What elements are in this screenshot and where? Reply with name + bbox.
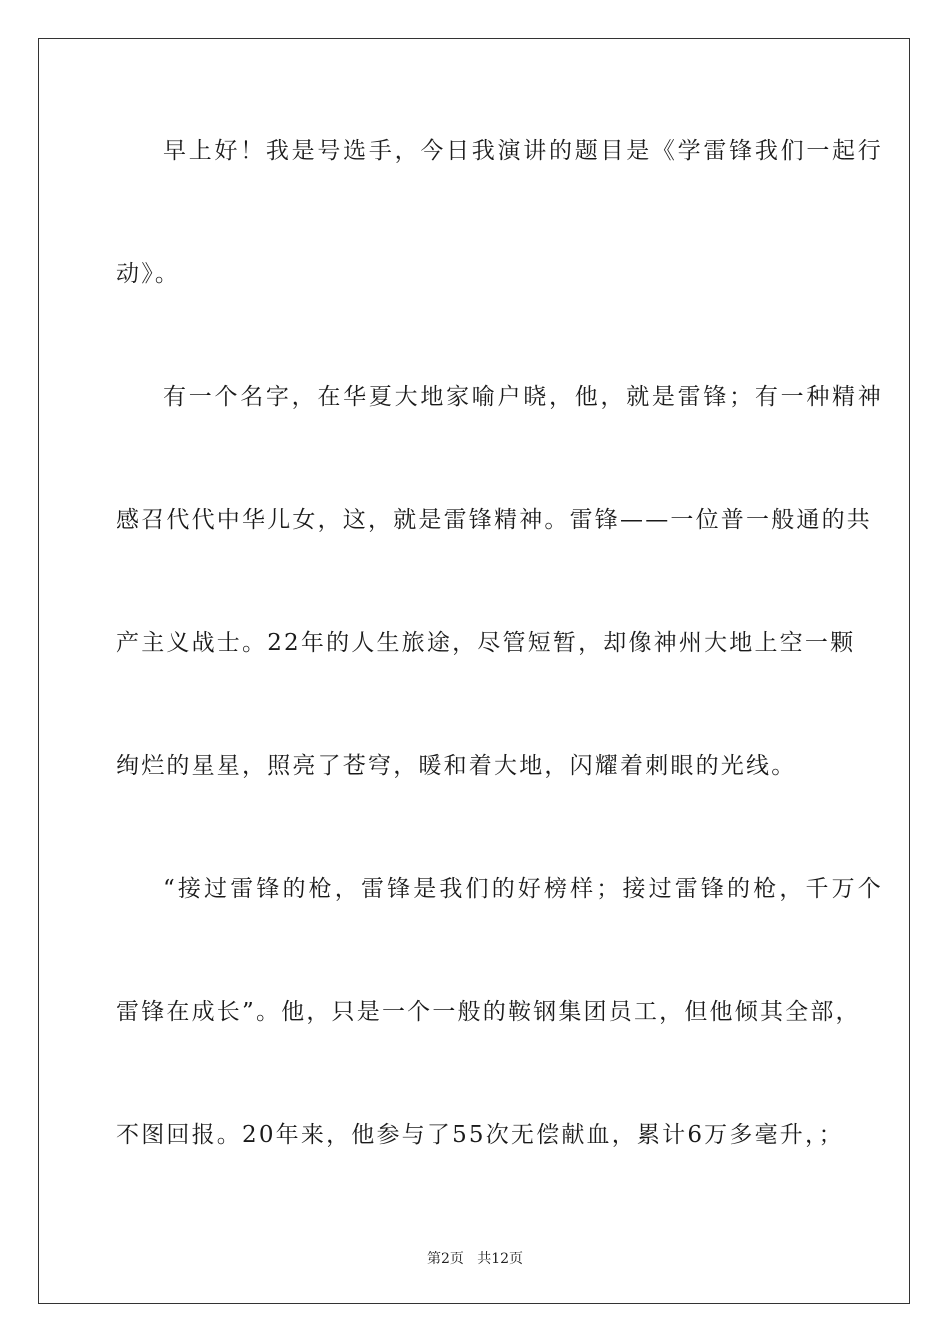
paragraph-1-line-2: 动》。 (116, 261, 181, 287)
paragraph-2-line-1: 有一个名字，在华夏大地家喻户晓，他，就是雷锋；有一种精神 (163, 384, 883, 410)
paragraph-1-line-1: 早上好！我是号选手，今日我演讲的题目是《学雷锋我们一起行 (163, 138, 883, 164)
paragraph-3-line-1: “接过雷锋的枪，雷锋是我们的好榜样；接过雷锋的枪，千万个 (163, 876, 883, 902)
page-border (38, 38, 910, 1304)
paragraph-2-line-2: 感召代代中华儿女，这，就是雷锋精神。雷锋——一位普一般通的共 (116, 507, 872, 533)
paragraph-2-line-4: 绚烂的星星，照亮了苍穹，暖和着大地，闪耀着刺眼的光线。 (116, 753, 797, 779)
paragraph-2-line-3: 产主义战士。22年的人生旅途，尽管短暂，却像神州大地上空一颗 (116, 630, 856, 656)
page-number-footer: 第2页 共12页 (426, 1251, 524, 1267)
paragraph-3-line-2: 雷锋在成长”。他，只是一个一般的鞍钢集团员工，但他倾其全部， (116, 999, 861, 1025)
paragraph-3-line-3: 不图回报。20年来，他参与了55次无偿献血，累计6万多毫升，； (116, 1122, 844, 1148)
